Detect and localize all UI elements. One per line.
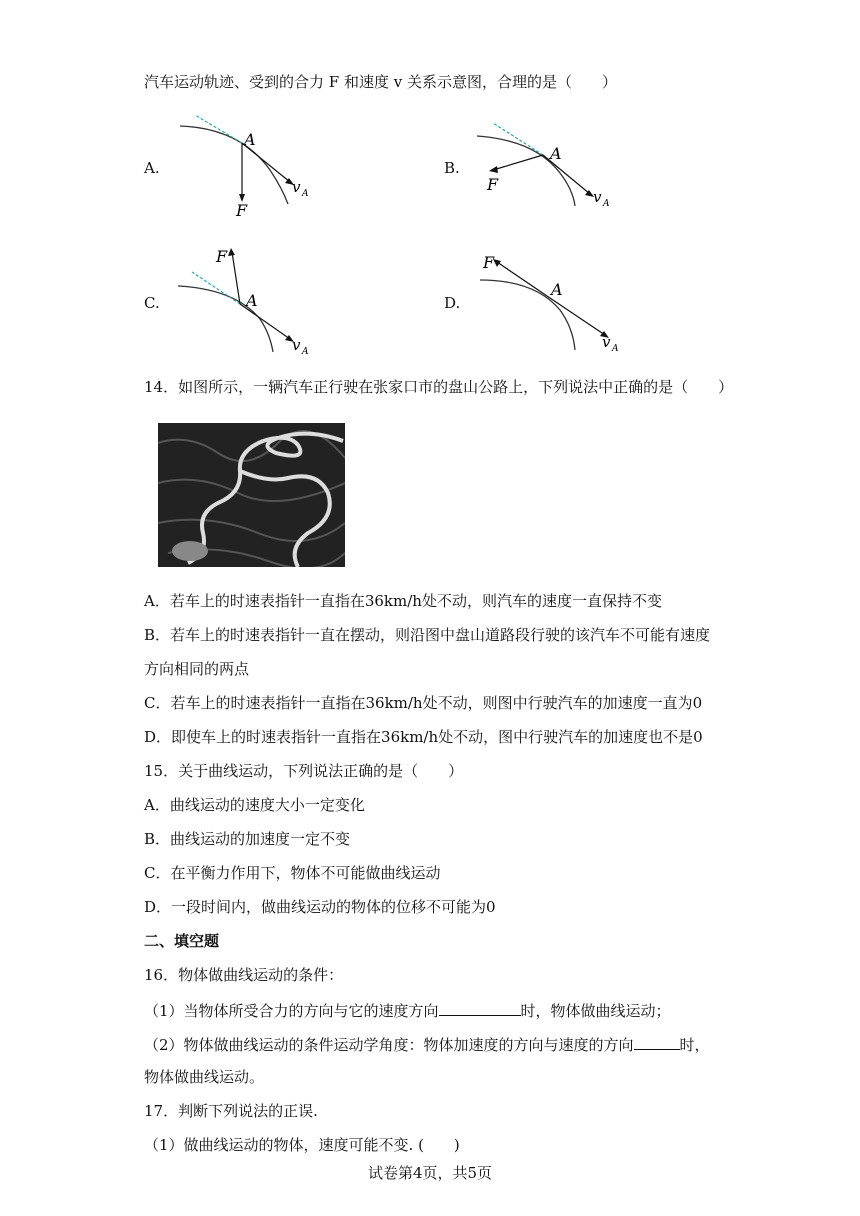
q16-part2 bbox=[144, 1033, 710, 1055]
point-a-label: A bbox=[246, 291, 258, 310]
q14-option-d: D．即使车上的时速表指针一直指在36km/h处不动，图中行驶汽车的加速度也不是0 bbox=[144, 728, 703, 746]
velocity-v-label: v bbox=[593, 188, 602, 206]
q16-part1-text-after: 时，物体做曲线运动； bbox=[520, 1002, 671, 1020]
q16-stem: 16．物体做曲线运动的条件： bbox=[144, 966, 344, 984]
q16-part1-blank[interactable] bbox=[439, 999, 521, 1016]
force-f-label: F bbox=[487, 175, 499, 194]
force-f-label: F bbox=[216, 247, 228, 266]
q15-option-c: C．在平衡力作用下，物体不可能做曲线运动 bbox=[144, 864, 441, 882]
velocity-subscript: A bbox=[302, 347, 309, 357]
velocity-v-label: v bbox=[292, 178, 301, 196]
q15-option-b: B．曲线运动的加速度一定不变 bbox=[144, 830, 351, 848]
velocity-subscript: A bbox=[603, 199, 610, 209]
force-f-label: F bbox=[236, 201, 248, 220]
mountain-road-photo bbox=[158, 423, 345, 567]
q13-stem: 汽车运动轨迹、受到的合力 F 和速度 v 关系示意图，合理的是（ ） bbox=[144, 73, 617, 91]
q13-option-d-label: D. bbox=[444, 294, 461, 312]
q16-part2-text-before: （2）物体做曲线运动的条件运动学角度：物体加速度的方向与速度的方向 bbox=[144, 1036, 634, 1054]
q13-option-d-diagram bbox=[475, 250, 635, 355]
q14-stem: 14．如图所示，一辆汽车正行驶在张家口市的盘山公路上，下列说法中正确的是（ ） bbox=[144, 378, 734, 396]
section-heading: 二、填空题 bbox=[144, 932, 220, 950]
q16-part2-continued: 物体做曲线运动。 bbox=[144, 1068, 265, 1086]
q13-option-a-label: A. bbox=[144, 159, 160, 177]
q14-option-b: B．若车上的时速表指针一直在摆动，则沿图中盘山道路段行驶的该汽车不可能有速度 bbox=[144, 626, 711, 644]
q13-option-c-label: C. bbox=[144, 294, 160, 312]
velocity-v-label: v bbox=[602, 333, 611, 351]
velocity-subscript: A bbox=[612, 344, 619, 354]
q14-option-c: C．若车上的时速表指针一直指在36km/h处不动，则图中行驶汽车的加速度一直为0 bbox=[144, 694, 703, 712]
q13-option-c-diagram bbox=[170, 244, 330, 359]
q14-option-b-continued: 方向相同的两点 bbox=[144, 660, 250, 678]
q16-part2-text-after: 时， bbox=[679, 1036, 710, 1054]
q13-option-a-diagram bbox=[170, 110, 330, 225]
q15-option-d: D．一段时间内，做曲线运动的物体的位移不可能为0 bbox=[144, 898, 496, 916]
q17-part1: （1）做曲线运动的物体，速度可能不变. ( ) bbox=[144, 1136, 460, 1154]
q16-part2-blank[interactable] bbox=[634, 1033, 680, 1050]
q14-option-a: A．若车上的时速表指针一直指在36km/h处不动，则汽车的速度一直保持不变 bbox=[144, 592, 662, 610]
q17-stem: 17．判断下列说法的正误. bbox=[144, 1102, 318, 1120]
page-footer: 试卷第4页，共5页 bbox=[367, 1164, 493, 1182]
q15-option-a: A．曲线运动的速度大小一定变化 bbox=[144, 796, 365, 814]
q16-part1-text-before: （1）当物体所受合力的方向与它的速度方向 bbox=[144, 1002, 439, 1020]
q13-option-b-label: B. bbox=[444, 159, 460, 177]
velocity-subscript: A bbox=[302, 189, 309, 199]
q15-stem: 15．关于曲线运动，下列说法正确的是（ ） bbox=[144, 762, 464, 780]
point-a-label: A bbox=[244, 130, 256, 149]
q16-part1 bbox=[144, 999, 671, 1021]
force-f-label: F bbox=[483, 253, 495, 272]
point-a-label: A bbox=[550, 144, 562, 163]
velocity-v-label: v bbox=[292, 336, 301, 354]
q13-option-b-diagram bbox=[475, 118, 635, 218]
point-a-label: A bbox=[551, 280, 563, 299]
